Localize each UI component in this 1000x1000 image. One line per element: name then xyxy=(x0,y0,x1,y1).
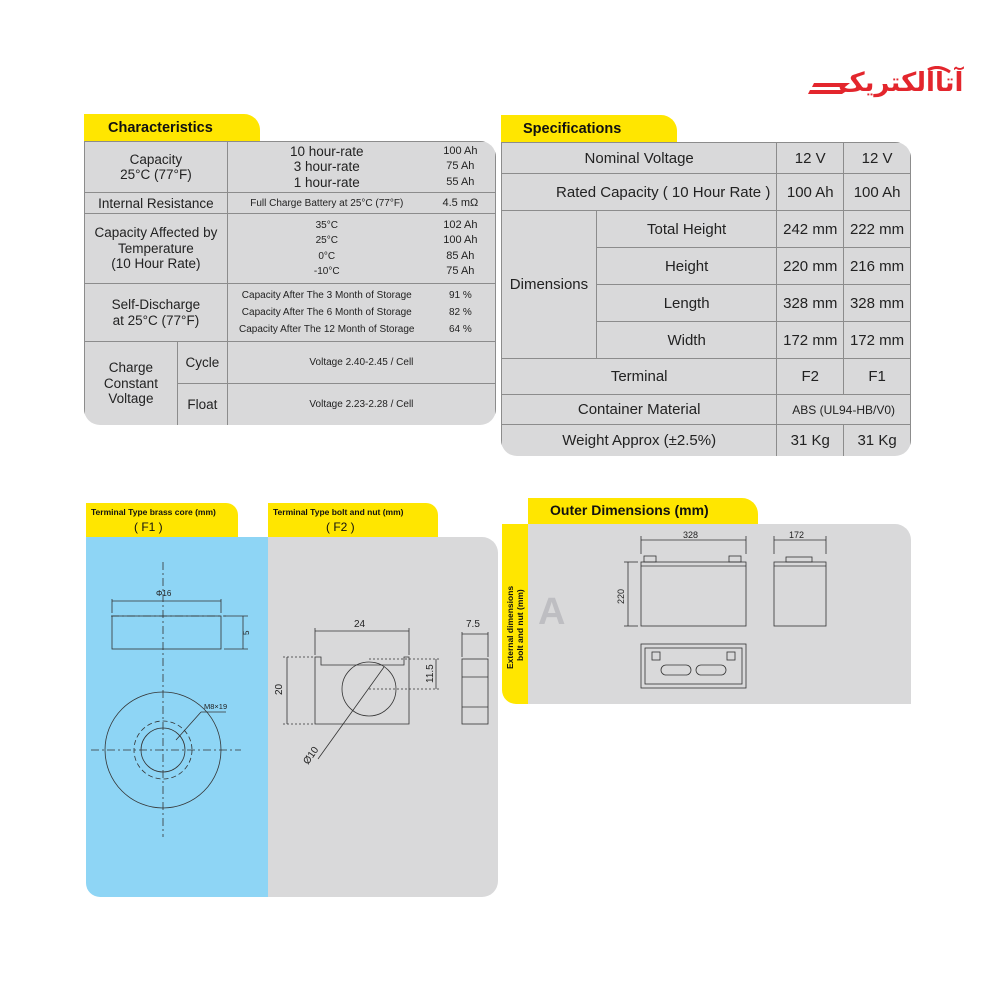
table-row xyxy=(85,193,496,214)
internal-resistance-value: 4.5 mΩ xyxy=(426,193,496,214)
charge-voltage-label: Charge Constant Voltage xyxy=(85,342,178,426)
brand-logo xyxy=(808,66,968,104)
terminal-f2-code: ( F2 ) xyxy=(326,520,355,534)
table-row xyxy=(502,174,911,211)
dimensions-label: Dimensions xyxy=(502,211,597,359)
height-value-1: 220 mm xyxy=(777,248,844,285)
length-value-2: 328 mm xyxy=(844,285,911,322)
total-height-label: Total Height xyxy=(596,211,776,248)
outer-dimensions-side-label xyxy=(502,524,528,704)
self-discharge-label: Self-Discharge at 25°C (77°F) xyxy=(85,284,228,342)
terminal-f1-panel xyxy=(86,537,268,897)
nominal-voltage-value-1: 12 V xyxy=(777,143,844,174)
capacity-rates: 10 hour-rate 3 hour-rate 1 hour-rate xyxy=(227,142,425,193)
f2-hole-pos-dim: 11.5 xyxy=(425,664,436,683)
internal-resistance-condition: Full Charge Battery at 25°C (77°F) xyxy=(227,193,425,214)
watermark-logo: A xyxy=(538,591,566,633)
temperature-capacities: 102 Ah 100 Ah 85 Ah 75 Ah xyxy=(426,214,496,284)
characteristics-tab xyxy=(84,114,260,142)
specifications-table xyxy=(501,142,911,456)
outer-dimensions-side-tab xyxy=(502,524,528,704)
outer-dimensions-tab xyxy=(528,498,758,524)
terminal-value-2: F1 xyxy=(844,359,911,395)
outer-height-dim: 220 xyxy=(616,588,626,604)
table-row xyxy=(502,425,911,457)
outer-dimensions-drawing xyxy=(528,524,911,704)
terminal-f2-panel xyxy=(268,537,498,897)
side-label-line2: bolt and nut (mm) xyxy=(515,589,525,661)
rated-capacity-value-1: 100 Ah xyxy=(777,174,844,211)
cycle-label: Cycle xyxy=(177,342,227,384)
terminal-label: Terminal xyxy=(502,359,777,395)
f1-diameter-dim: Φ16 xyxy=(156,589,172,598)
outer-dimensions-title: Outer Dimensions (mm) xyxy=(550,502,709,518)
rated-capacity-label: Rated Capacity ( 10 Hour Rate ) xyxy=(502,174,777,211)
f2-thickness-dim: 7.5 xyxy=(466,619,480,630)
f1-height-dim: 5 xyxy=(242,630,251,635)
table-row xyxy=(502,359,911,395)
weight-label: Weight Approx (±2.5%) xyxy=(502,425,777,457)
table-row xyxy=(85,214,496,284)
weight-value-2: 31 Kg xyxy=(844,425,911,457)
container-material-label: Container Material xyxy=(502,395,777,425)
side-label-line1: External dimensions xyxy=(505,585,515,669)
table-row xyxy=(502,395,911,425)
terminal-f1-drawing xyxy=(86,537,268,897)
length-label: Length xyxy=(596,285,776,322)
terminal-f2-title: Terminal Type bolt and nut (mm) xyxy=(273,507,404,517)
specifications-title: Specifications xyxy=(523,121,622,137)
internal-resistance-label: Internal Resistance xyxy=(85,193,228,214)
float-value: Voltage 2.23-2.28 / Cell xyxy=(227,384,495,426)
f1-thread-dim: M8×19 xyxy=(204,702,228,711)
height-label: Height xyxy=(596,248,776,285)
terminal-f2-drawing xyxy=(268,537,498,897)
specifications-tab xyxy=(501,115,677,143)
total-height-value-2: 222 mm xyxy=(844,211,911,248)
container-material-value: ABS (UL94-HB/V0) xyxy=(777,395,911,425)
weight-value-1: 31 Kg xyxy=(777,425,844,457)
nominal-voltage-value-2: 12 V xyxy=(844,143,911,174)
terminal-f1-title: Terminal Type brass core (mm) xyxy=(91,507,216,517)
terminal-f2-tab xyxy=(268,503,438,537)
f2-height-dim: 20 xyxy=(274,683,285,695)
temperature-values: 35°C 25°C 0°C -10°C xyxy=(227,214,425,284)
table-row xyxy=(85,284,496,342)
logo-text: آتاالکتریک xyxy=(838,68,964,98)
width-label: Width xyxy=(596,322,776,359)
characteristics-title: Characteristics xyxy=(108,120,213,136)
outer-width-dim: 172 xyxy=(789,530,805,540)
table-row xyxy=(502,211,911,248)
height-value-2: 216 mm xyxy=(844,248,911,285)
terminal-value-1: F2 xyxy=(777,359,844,395)
outer-length-dim: 328 xyxy=(683,530,699,540)
table-row xyxy=(85,142,496,193)
outer-dimensions-panel xyxy=(528,524,911,704)
characteristics-table xyxy=(84,141,496,425)
total-height-value-1: 242 mm xyxy=(777,211,844,248)
float-label: Float xyxy=(177,384,227,426)
characteristics-panel xyxy=(84,141,496,425)
rated-capacity-value-2: 100 Ah xyxy=(844,174,911,211)
terminal-f1-tab xyxy=(86,503,238,537)
table-row xyxy=(502,143,911,174)
self-discharge-values: 91 % 82 % 64 % xyxy=(426,284,496,342)
width-value-1: 172 mm xyxy=(777,322,844,359)
temperature-label: Capacity Affected by Temperature (10 Hour Rate) xyxy=(85,214,228,284)
specifications-panel xyxy=(501,142,911,456)
f2-hole-dim: Ø10 xyxy=(301,744,322,767)
nominal-voltage-label: Nominal Voltage xyxy=(502,143,777,174)
cycle-value: Voltage 2.40-2.45 / Cell xyxy=(227,342,495,384)
terminal-f1-code: ( F1 ) xyxy=(134,520,163,534)
capacity-label: Capacity 25°C (77°F) xyxy=(85,142,228,193)
self-discharge-conditions: Capacity After The 3 Month of Storage Capacity After The 6 Month of Storage Capacity After The 12 Month of Storage xyxy=(227,284,425,342)
f2-width-dim: 24 xyxy=(354,619,366,630)
capacity-values: 100 Ah 75 Ah 55 Ah xyxy=(426,142,496,193)
table-row xyxy=(85,342,496,384)
length-value-1: 328 mm xyxy=(777,285,844,322)
width-value-2: 172 mm xyxy=(844,322,911,359)
